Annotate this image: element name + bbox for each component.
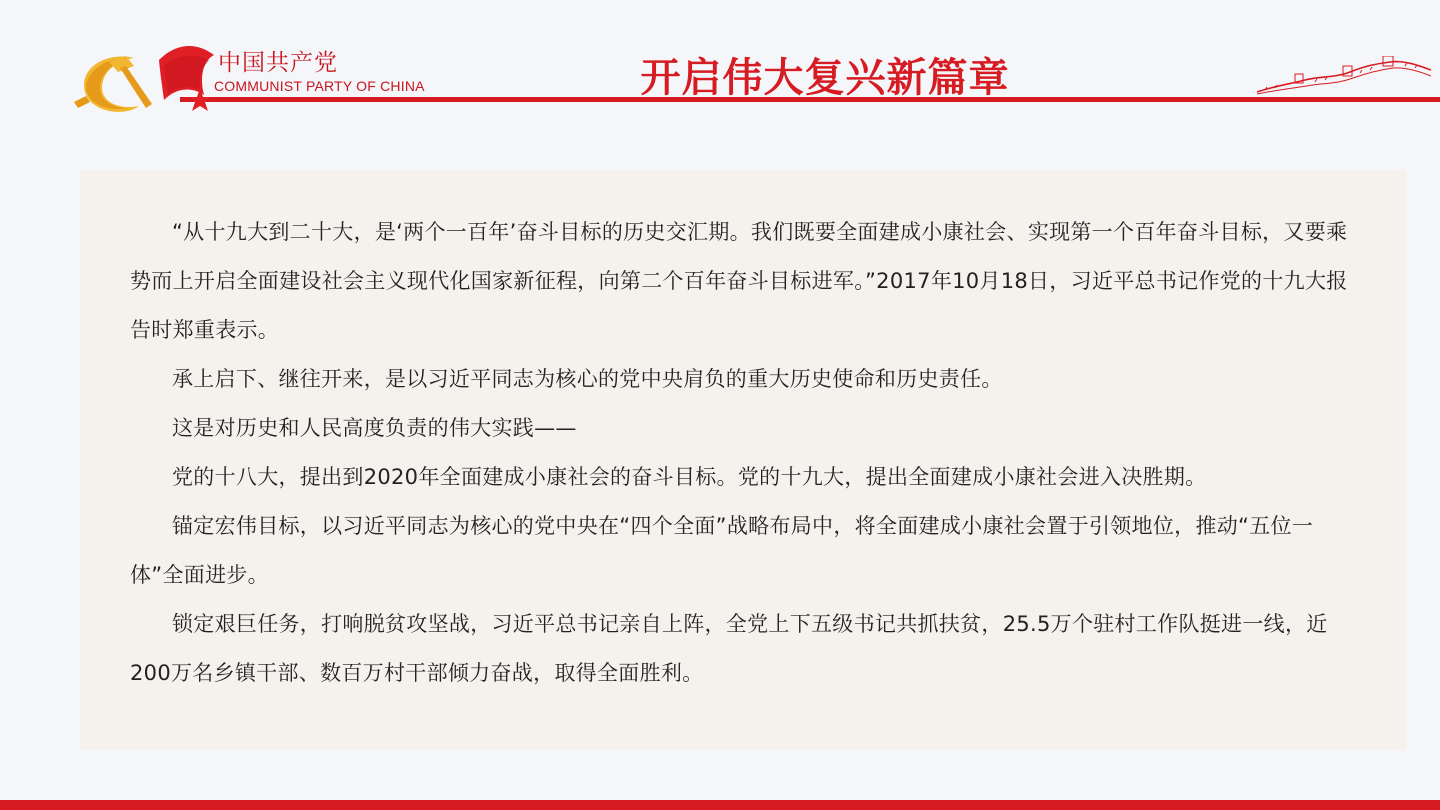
page-title: 开启伟大复兴新篇章 — [640, 55, 1010, 101]
paragraph-3: 这是对历史和人民高度负责的伟大实践—— — [172, 416, 577, 440]
paragraph-1: “从十九大到二十大，是‘两个一百年’奋斗目标的历史交汇期。我们既要全面建成小康社会、实现第一个百年奋斗目标，又要乘势而上开启全面建设社会主义现代化国家新征程，向第二个百年奋斗目标进军。”2017年10月18日，习近平总书记作党的十九大报告时郑重表示。 — [130, 220, 1348, 342]
paragraph-5: 锚定宏伟目标，以习近平同志为核心的党中央在“四个全面”战略布局中，将全面建成小康社会置于引领地位，推动“五位一体”全面进步。 — [130, 514, 1314, 587]
hammer-sickle-flag-icon — [64, 40, 224, 120]
paragraph-6: 锁定艰巨任务，打响脱贫攻坚战，习近平总书记亲自上阵，全党上下五级书记共抓扶贫，25.5万个驻村工作队挺进一线，近200万名乡镇干部、数百万村干部倾力奋战，取得全面胜利。 — [130, 612, 1328, 685]
paragraph-2: 承上启下、继往开来，是以习近平同志为核心的党中央肩负的重大历史使命和历史责任。 — [172, 367, 1003, 391]
header — [0, 0, 1440, 110]
content-panel — [80, 170, 1406, 750]
party-name-en: COMMUNIST PARTY OF CHINA — [214, 78, 425, 94]
great-wall-icon — [1255, 56, 1433, 96]
bottom-bar — [0, 800, 1440, 810]
paragraph-4: 党的十八大，提出到2020年全面建成小康社会的奋斗目标。党的十九大，提出全面建成小康社会进入决胜期。 — [172, 465, 1207, 489]
party-name-cn: 中国共产党 — [218, 50, 338, 76]
